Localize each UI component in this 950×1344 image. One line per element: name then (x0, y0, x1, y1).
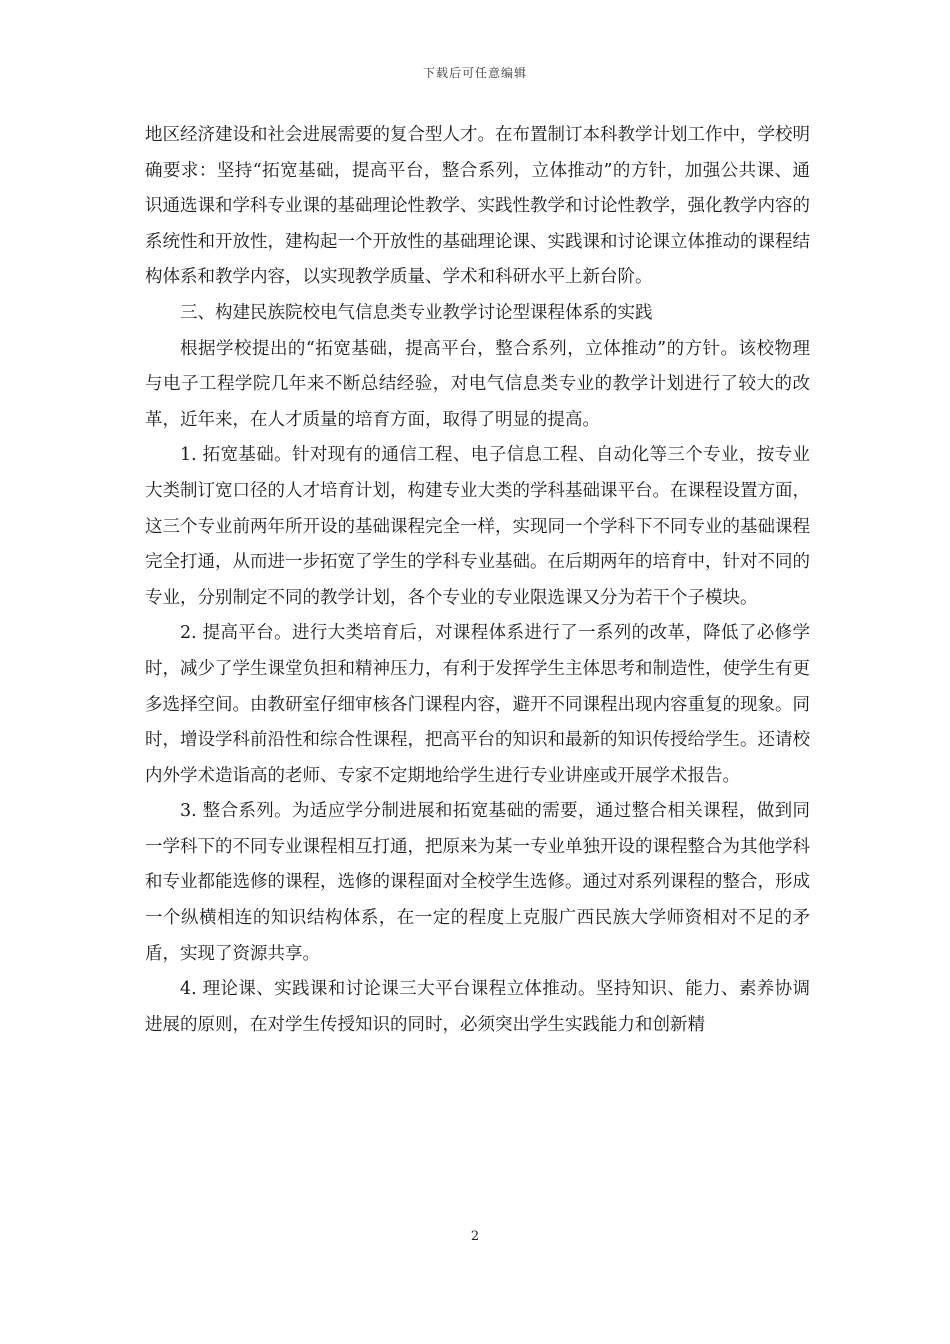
paragraph-item-3: 3. 整合系列。为适应学分制进展和拓宽基础的需要，通过整合相关课程，做到同一学科下的不同专业课程相互打通，把原来为某一专业单独开设的课程整合为其他学科和专业都能选修的课程，选修的课程面对全校学生选修。通过对系列课程的整合，形成一个纵横相连的知识结构体系，在一定的程度上克服广西民族大学师资相对不足的矛盾，实现了资源共享。 (145, 801, 810, 964)
paragraph-item-1: 1. 拓宽基础。针对现有的通信工程、电子信息工程、自动化等三个专业，按专业大类制订宽口径的人才培育计划，构建专业大类的学科基础课平台。在课程设置方面，这三个专业前两年所开设的基础课程完全一样，实现同一个学科下不同专业的基础课程完全打通，从而进一步拓宽了学生的学科专业基础。在后期两年的培育中，针对不同的专业，分别制定不同的教学计划，各个专业的专业限选课又分为若干个子模块。 (145, 445, 810, 608)
document-body (145, 118, 810, 1043)
page-header-note: 下载后可任意编辑 (422, 66, 527, 80)
paragraph-item-2: 2. 提高平台。进行大类培育后，对课程体系进行了一系列的改革，降低了必修学时，减少了学生课堂负担和精神压力，有利于发挥学生主体思考和制造性，使学生有更多选择空间。由教研室仔细审核各门课程内容，避开不同课程出现内容重复的现象。同时，增设学科前沿性和综合性课程，把高平台的知识和最新的知识传授给学生。还请校内外学术造诣高的老师、专家不定期地给学生进行专业讲座或开展学术报告。 (145, 623, 810, 786)
paragraph-item-4: 4. 理论课、实践课和讨论课三大平台课程立体推动。坚持知识、能力、素养协调进展的原则，在对学生传授知识的同时，必须突出学生实践能力和创新精 (145, 979, 810, 1035)
page-number: 2 (470, 1229, 480, 1244)
paragraph-continuation: 地区经济建设和社会进展需要的复合型人才。在布置制订本科教学计划工作中，学校明确要求：坚持“拓宽基础，提高平台，整合系列，立体推动”的方针，加强公共课、通识通选课和学科专业课的基础理论性教学、实践性教学和讨论性教学，强化教学内容的系统性和开放性，建构起一个开放性的基础理论课、实践课和讨论课立体推动的课程结构体系和教学内容，以实现教学质量、学术和科研水平上新台阶。 (145, 125, 810, 288)
section-heading: 三、构建民族院校电气信息类专业教学讨论型课程体系的实践 (180, 302, 653, 323)
paragraph: 根据学校提出的“拓宽基础，提高平台，整合系列，立体推动”的方针。该校物理与电子工程学院几年来不断总结经验，对电气信息类专业的教学计划进行了较大的改革，近年来，在人才质量的培育方面，取得了明显的提高。 (145, 338, 810, 430)
